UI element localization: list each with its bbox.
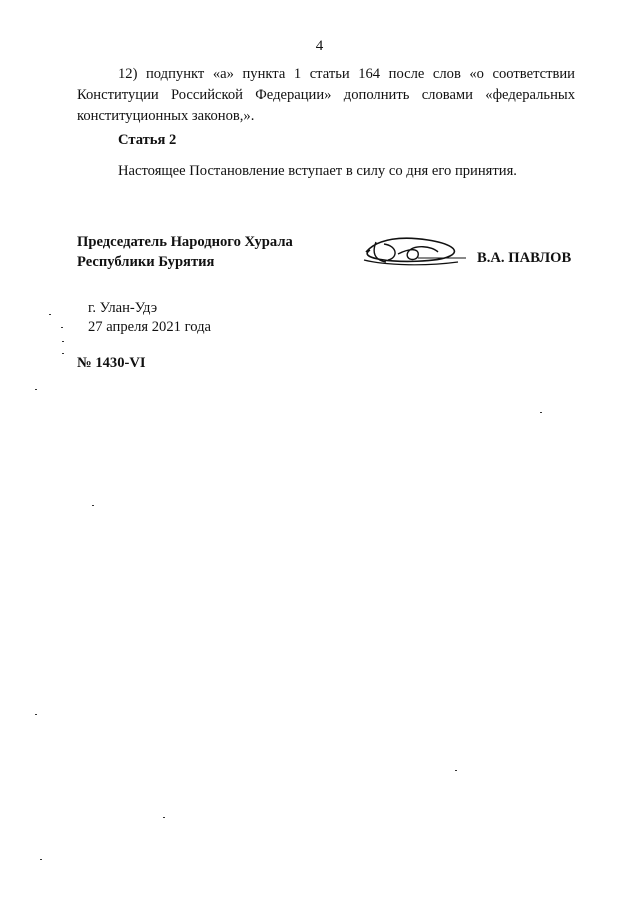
article-heading: Статья 2 <box>118 132 177 148</box>
scan-speck <box>163 817 165 818</box>
scan-speck <box>540 412 542 413</box>
signatory-name: В.А. ПАВЛОВ <box>477 250 572 266</box>
scan-speck <box>62 353 64 354</box>
scan-speck <box>49 314 51 315</box>
signatory-title-line1: Председатель Народного Хурала <box>77 234 293 250</box>
scan-speck <box>40 859 42 860</box>
article-text: Настоящее Постановление вступает в силу со дня его принятия. <box>118 163 517 179</box>
date: 27 апреля 2021 года <box>88 319 211 335</box>
signatory-title <box>77 232 293 272</box>
scan-speck <box>62 341 64 342</box>
scan-speck <box>35 714 37 715</box>
scan-speck <box>92 505 94 506</box>
scan-speck <box>61 327 63 328</box>
paragraph-12: 12) подпункт «а» пункта 1 статьи 164 после слов «о соответствии Конституции Российской Федерации» дополнить словами «федеральных конституционных законов,». <box>77 66 575 124</box>
handwritten-signature <box>358 232 468 272</box>
place: г. Улан-Удэ <box>88 300 158 316</box>
scan-speck <box>455 770 457 771</box>
document-number: № 1430-VI <box>77 355 146 371</box>
signatory-title-line2: Республики Бурятия <box>77 254 215 270</box>
scan-speck <box>35 389 37 390</box>
page-number: 4 <box>315 38 324 54</box>
